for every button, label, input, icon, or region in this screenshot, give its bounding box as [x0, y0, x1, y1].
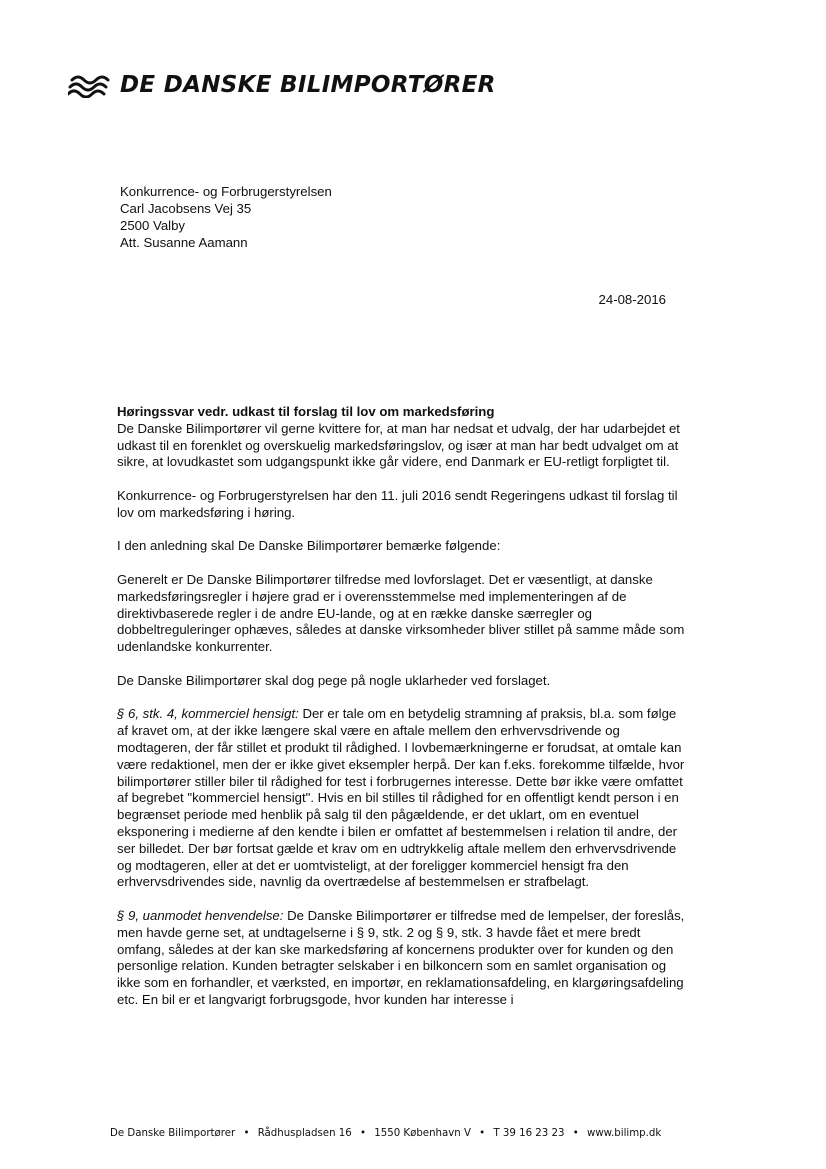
intro-text: De Danske Bilimportører vil gerne kvittere for, at man har nedsat et udvalg, der har udarbejdet et udkast til en forenklet og overskuelig markedsføringslov, og især at man har bedt udvalget om at sikre, at lovudkastet som udgangspunkt ikke går videre, end Danmark er EU-retligt forpligtet til.	[117, 420, 680, 470]
footer-separator: •	[243, 1128, 250, 1139]
address-line: 2500 Valby	[120, 218, 186, 233]
letterhead-logo	[68, 68, 496, 102]
paragraph: Generelt er De Danske Bilimportører tilfredse med lovforslaget. Det er væsentligt, at danske markedsføringsregler i højere grad er i overensstemmelse med implementeringen af de direktivbaserede regler i de andre EU-lande, og at en række danske særregler og dobbeltreguleringer ophæves, således at danske virksomheder bliver stillet på samme måde som udenlandske konkurrenter.	[117, 571, 685, 655]
section-6-text: Der er tale om en betydelig stramning af praksis, bl.a. som følge af kravet om, at der ikke længere skal være en aftale mellem den erhvervsdrivende og modtageren, der får stillet et produkt til rådighed. I lovbemærkningerne er forudsat, at omtale kan være redaktionel, men der er ikke givet eksempler herpå. Der kan f.eks. forekomme tilfælde, hvor bilimportører stiller biler til rådighed for test i forbrugernes interesse. Dette bør ikke være omfattet af begrebet "kommerciel hensigt". Hvis en bil stilles til rådighed for en offentligt kendt person i en begrænset periode med henblik på salg til den pågældende, er det uklart, om en eventuel eksponering i medierne af den kendte i bilen er omfattet af bestemmelsen i relation til andre, der ser billedet. Der bør fortsat gælde et krav om en udtrykkelig aftale mellem den erhvervsdrivende og modtageren, eller at det er uomtvisteligt, at der foreligger kommerciel hensigt fra den erhvervsdrivendes side, navnlig da overtrædelse af bestemmelsen er strafbelagt.	[117, 706, 685, 890]
footer-separator: •	[359, 1128, 366, 1139]
section-9-paragraph	[117, 908, 687, 1009]
section-9-text: De Danske Bilimportører er tilfredse med de lempelser, der foreslås, men havde gerne set, at undtagelserne i § 9, stk. 2 og § 9, stk. 3 havde fået et mere bredt omfang, således at der kan ske markedsføring af koncernens produkter over for kunden og den personlige relation. Kunden betragter selskaber i en bilkoncern som en samlet organisation og ikke som en forhandler, et værksted, en importør, en reklamationsafdeling, en klargøringsafdeling etc. En bil er et langvarigt forbrugsgode, hvor kunden har interesse i	[117, 907, 685, 1007]
paragraph: De Danske Bilimportører skal dog pege på nogle uklarheder ved forslaget.	[117, 672, 551, 688]
recipient-address	[120, 183, 332, 251]
address-line: Konkurrence- og Forbrugerstyrelsen	[120, 184, 332, 199]
letter-body	[117, 404, 687, 1025]
address-line: Carl Jacobsens Vej 35	[120, 201, 252, 216]
footer-web[interactable]: www.bilimp.dk	[586, 1128, 662, 1139]
footer-org: De Danske Bilimportører	[110, 1128, 236, 1139]
section-6-paragraph	[117, 706, 687, 891]
letter-heading: Høringssvar vedr. udkast til forslag til lov om markedsføring	[117, 404, 495, 419]
address-line: Att. Susanne Aamann	[120, 235, 248, 250]
footer-separator: •	[479, 1128, 486, 1139]
paragraph: Konkurrence- og Forbrugerstyrelsen har den 11. juli 2016 sendt Regeringens udkast til forslag til lov om markedsføring i høring.	[117, 487, 678, 520]
footer-city: 1550 København V	[374, 1128, 471, 1139]
footer	[110, 1128, 661, 1139]
footer-phone: T 39 16 23 23	[493, 1128, 565, 1139]
org-name: DE DANSKE BILIMPORTØRER	[120, 72, 496, 98]
logo-waves-icon	[68, 72, 114, 98]
paragraph: I den anledning skal De Danske Bilimportører bemærke følgende:	[117, 538, 501, 554]
footer-address: Rådhuspladsen 16	[257, 1128, 352, 1139]
footer-separator: •	[572, 1128, 579, 1139]
section-6-label: § 6, stk. 4, kommerciel hensigt:	[117, 706, 299, 722]
intro-paragraph	[117, 404, 687, 471]
section-9-label: § 9, uanmodet henvendelse:	[117, 907, 284, 923]
letter-date: 24-08-2016	[598, 292, 666, 307]
